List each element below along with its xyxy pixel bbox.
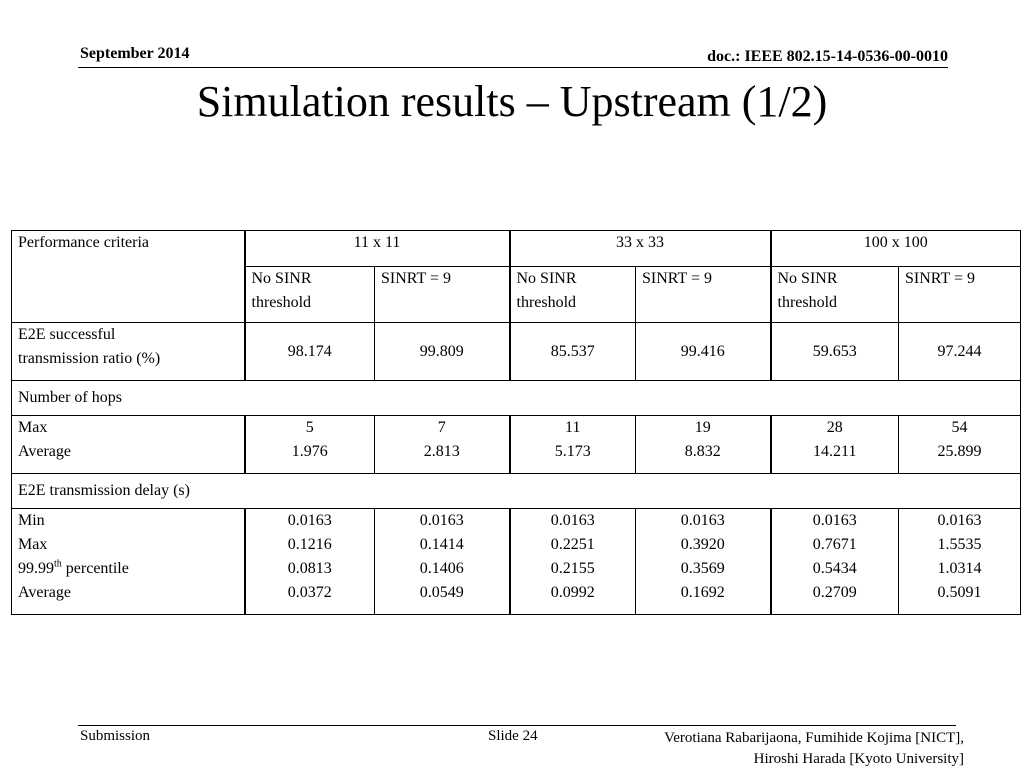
row-label-text: Average — [18, 443, 71, 460]
percentile-word: percentile — [61, 560, 129, 577]
cell-value: 0.0163 — [287, 512, 332, 529]
cell-value: 19 — [694, 419, 711, 436]
table-cell: 98.174 — [245, 323, 375, 381]
cell-value: 25.899 — [937, 443, 982, 460]
row-label — [12, 416, 245, 474]
cell-value: 0.1414 — [419, 536, 464, 553]
table-cell — [636, 416, 771, 474]
cell-value: 0.2155 — [550, 560, 595, 577]
table-cell: 97.244 — [899, 323, 1021, 381]
slide-title: Simulation results – Upstream (1/2) — [196, 77, 828, 126]
table-cell — [771, 416, 899, 474]
table-section-hops — [12, 381, 1021, 416]
group-header-33x33: 33 x 33 — [510, 231, 771, 267]
subcol-text: threshold — [516, 294, 577, 311]
footer-rule — [78, 725, 956, 726]
cell-value: 0.0163 — [937, 512, 982, 529]
cell-value: 11 — [565, 419, 581, 436]
cell-value: 0.3920 — [680, 536, 725, 553]
subcol-header — [375, 267, 510, 323]
row-label-text: Average — [18, 584, 71, 601]
subcol-text: threshold — [251, 294, 312, 311]
table-cell: 99.809 — [375, 323, 510, 381]
cell-value: 0.5091 — [937, 584, 982, 601]
table-cell — [636, 509, 771, 615]
table-cell — [245, 416, 375, 474]
row-label-text: transmission ratio (%) — [18, 350, 161, 367]
table-cell: 85.537 — [510, 323, 636, 381]
cell-value: 5 — [305, 419, 314, 436]
results-table — [11, 230, 1021, 615]
table-cell — [375, 416, 510, 474]
subcol-text: No SINR — [777, 270, 838, 287]
cell-value: 28 — [826, 419, 843, 436]
table-row-delay — [12, 509, 1021, 615]
subcol-header — [899, 267, 1021, 323]
subcol-text: No SINR — [516, 270, 577, 287]
footer-submission: Submission — [80, 728, 151, 744]
cell-value: 0.0992 — [550, 584, 595, 601]
footer-authors-line: Verotiana Rabarijaona, Fumihide Kojima [NICT], — [664, 730, 964, 746]
group-header-100x100: 100 x 100 — [771, 231, 1021, 267]
table-section-delay — [12, 474, 1021, 509]
table-cell — [245, 509, 375, 615]
criteria-header: Performance criteria — [12, 231, 245, 323]
percentile-suffix: th — [54, 558, 62, 570]
row-label-text: Max — [18, 536, 48, 553]
subcol-text: No SINR — [251, 270, 312, 287]
table-cell: 59.653 — [771, 323, 899, 381]
row-label — [12, 323, 245, 381]
row-label-text: Min — [18, 512, 45, 529]
cell-value: 0.0549 — [419, 584, 464, 601]
cell-value: 0.0163 — [550, 512, 595, 529]
row-label — [12, 509, 245, 615]
table-row-e2e-ratio — [12, 323, 1021, 381]
cell-value: 1.976 — [291, 443, 328, 460]
cell-value: 2.813 — [423, 443, 460, 460]
subcol-header — [636, 267, 771, 323]
subcol-header — [245, 267, 375, 323]
table-row-hops — [12, 416, 1021, 474]
footer-authors-line: Hiroshi Harada [Kyoto University] — [753, 751, 964, 767]
footer-authors — [664, 728, 964, 770]
cell-value: 8.832 — [684, 443, 721, 460]
cell-value: 0.1406 — [419, 560, 464, 577]
table-cell — [899, 509, 1021, 615]
header-doc-id: doc.: IEEE 802.15-14-0536-00-0010 — [707, 48, 948, 65]
cell-value: 1.0314 — [937, 560, 982, 577]
section-label: Number of hops — [12, 381, 1021, 416]
row-label-text: E2E successful — [18, 326, 116, 343]
header-date: September 2014 — [80, 45, 190, 62]
cell-value: 14.211 — [813, 443, 857, 460]
table-cell — [510, 416, 636, 474]
header-rule — [78, 67, 948, 68]
row-label-percentile — [18, 557, 238, 581]
cell-value: 54 — [951, 419, 968, 436]
footer-slide-number: Slide 24 — [488, 728, 538, 744]
cell-value: 0.0813 — [287, 560, 332, 577]
group-header-11x11: 11 x 11 — [245, 231, 510, 267]
subcol-header — [771, 267, 899, 323]
cell-value: 5.173 — [554, 443, 591, 460]
cell-value: 0.0163 — [680, 512, 725, 529]
table-cell — [771, 509, 899, 615]
row-label-text: Max — [18, 419, 48, 436]
cell-value: 1.5535 — [937, 536, 982, 553]
cell-value: 7 — [437, 419, 446, 436]
subcol-text: threshold — [777, 294, 838, 311]
cell-value: 0.2709 — [812, 584, 857, 601]
cell-value: 0.7671 — [812, 536, 857, 553]
table-cell — [375, 509, 510, 615]
section-label: E2E transmission delay (s) — [12, 474, 1021, 509]
cell-value: 0.1692 — [680, 584, 725, 601]
subcol-text: SINRT = 9 — [381, 270, 451, 287]
table-cell — [510, 509, 636, 615]
cell-value: 0.2251 — [550, 536, 595, 553]
cell-value: 0.0372 — [287, 584, 332, 601]
table-cell — [899, 416, 1021, 474]
percentile-number: 99.99 — [18, 560, 54, 577]
cell-value: 0.0163 — [419, 512, 464, 529]
table-header-row — [12, 231, 1021, 267]
cell-value: 0.3569 — [680, 560, 725, 577]
subcol-text: SINRT = 9 — [642, 270, 712, 287]
cell-value: 0.1216 — [287, 536, 332, 553]
table-cell: 99.416 — [636, 323, 771, 381]
subcol-header — [510, 267, 636, 323]
subcol-text: SINRT = 9 — [905, 270, 975, 287]
cell-value: 0.5434 — [812, 560, 857, 577]
cell-value: 0.0163 — [812, 512, 857, 529]
